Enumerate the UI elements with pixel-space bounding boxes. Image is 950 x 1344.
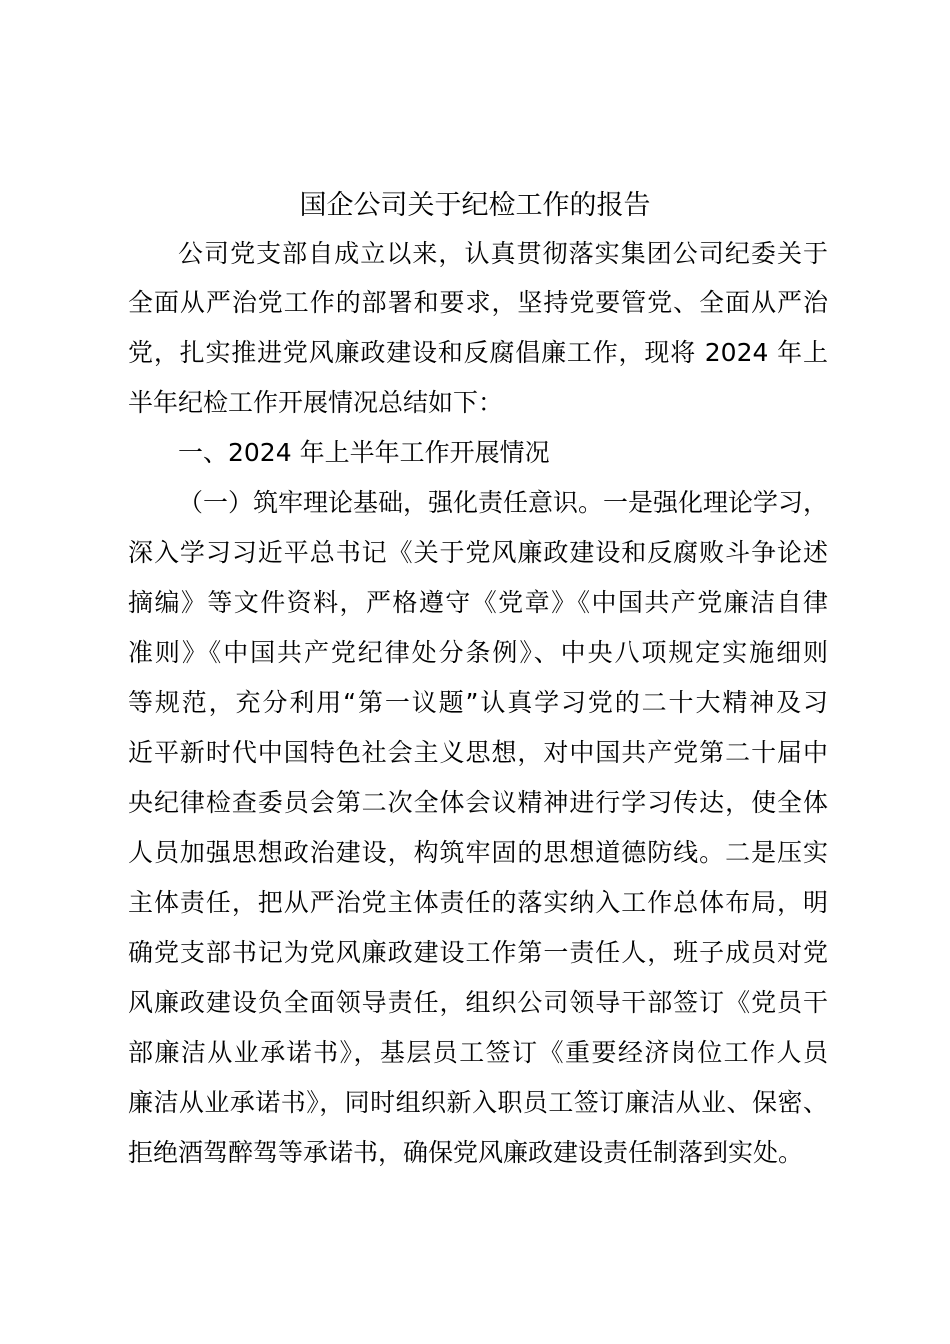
document-title: 国企公司关于纪检工作的报告	[299, 190, 651, 221]
paragraph-line: 确党支部书记为党风廉政建设工作第一责任人，班子成员对党	[128, 938, 828, 967]
paragraph-line: 拒绝酒驾醉驾等承诺书，确保党风廉政建设责任制落到实处。	[128, 1138, 804, 1167]
paragraph-line: 廉洁从业承诺书》，同时组织新入职员工签订廉洁从业、保密、	[128, 1088, 828, 1117]
paragraph-line: 深入学习习近平总书记《关于党风廉政建设和反腐败斗争论述	[128, 538, 828, 567]
paragraph-line: 半年纪检工作开展情况总结如下：	[128, 388, 504, 417]
paragraph-line: 全面从严治党工作的部署和要求，坚持党要管党、全面从严治	[128, 288, 828, 317]
paragraph-line: 主体责任，把从严治党主体责任的落实纳入工作总体布局，明	[128, 888, 828, 917]
paragraph-line: 党，扎实推进党风廉政建设和反腐倡廉工作，现将 2024 年上	[128, 338, 828, 367]
paragraph-line: 人员加强思想政治建设，构筑牢固的思想道德防线。二是压实	[128, 838, 828, 867]
paragraph-line: 等规范，充分利用“第一议题”认真学习党的二十大精神及习	[128, 688, 828, 717]
section-heading: 一、2024 年上半年工作开展情况	[178, 438, 550, 467]
paragraph-line: 摘编》等文件资料，严格遵守《党章》《中国共产党廉洁自律	[128, 588, 828, 617]
paragraph-line: 公司党支部自成立以来，认真贯彻落实集团公司纪委关于	[178, 239, 828, 268]
paragraph-line: （一）筑牢理论基础，强化责任意识。一是强化理论学习，	[178, 488, 829, 517]
paragraph-line: 部廉洁从业承诺书》，基层员工签订《重要经济岗位工作人员	[128, 1038, 828, 1067]
paragraph-line: 风廉政建设负全面领导责任，组织公司领导干部签订《党员干	[128, 988, 828, 1017]
paragraph-line: 准则》《中国共产党纪律处分条例》、中央八项规定实施细则	[128, 638, 828, 667]
paragraph-line: 近平新时代中国特色社会主义思想，对中国共产党第二十届中	[128, 738, 828, 767]
paragraph-line: 央纪律检查委员会第二次全体会议精神进行学习传达，使全体	[128, 788, 828, 817]
